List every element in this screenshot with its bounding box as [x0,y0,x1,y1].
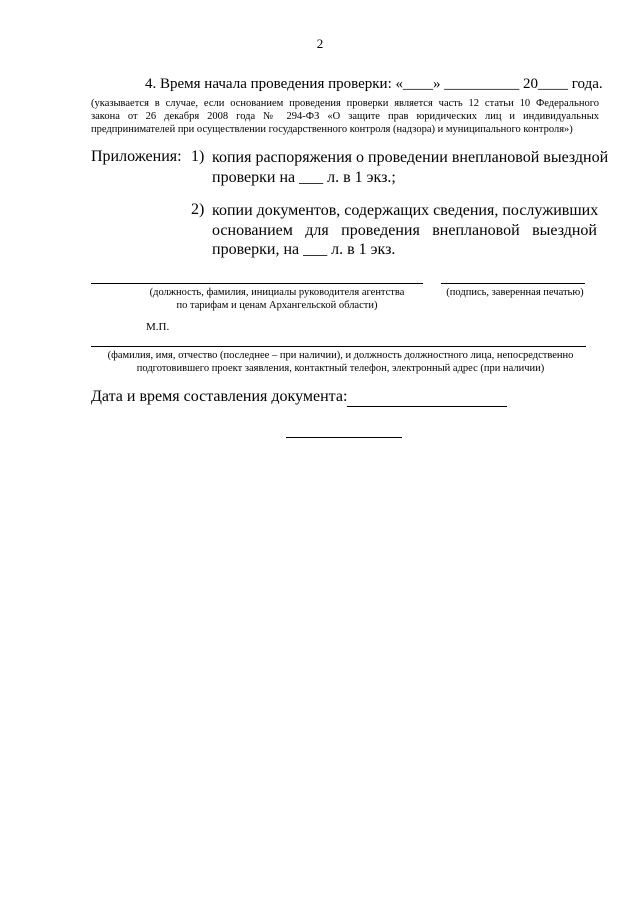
date-blank-line [347,388,507,407]
inspection-start-time: 4. Время начала проведения проверки: «____» __________ 20____ года. [145,76,603,92]
caption-line: (должность, фамилия, инициалы руководителя агентства [149,287,405,298]
signature-line [441,283,585,284]
preparer-line [91,346,586,347]
caption-line: (фамилия, имя, отчество (последнее – при наличии), и должность должностного лица, непосредственно [107,350,574,361]
appendix-2-number: 2) [191,201,205,218]
appendix-2-text [212,201,597,260]
note-line: предпринимателей при осуществлении государственного контроля (надзора) и муниципального контроля») [91,124,573,135]
appendix-line: проверки, на ___ л. в 1 экз. [212,241,396,258]
caption-line: по тарифам и ценам Архангельской области) [176,300,378,311]
official-signature-line [91,283,423,284]
appendix-1-text [212,148,609,187]
appendices-label: Приложения: [91,148,182,165]
note-line: (указывается в случае, если основанием проведения проверки является часть 12 статьи 10 Федерального [91,98,599,109]
appendix-line: проверки на ___ л. в 1 экз.; [212,168,396,186]
signature-caption: (подпись, заверенная печатью) [446,287,584,298]
preparer-caption [91,349,590,375]
appendix-line: копии документов, содержащих сведения, послуживших [212,202,599,219]
stamp-placeholder: М.П. [146,321,170,333]
appendix-line: основанием для проведения внеплановой выездной [212,221,597,239]
note-line: закона от 26 декабря 2008 года № 294-ФЗ «О защите прав юридических лиц и индивидуальных [91,111,599,122]
date-label: Дата и время составления документа: [91,388,348,405]
caption-line: подготовившего проект заявления, контактный телефон, электронный адрес (при наличии) [136,363,545,374]
date-row [91,388,507,407]
page-number: 2 [316,36,324,51]
appendix-line: копия распоряжения о проведении внеплановой выездной [212,149,609,166]
appendix-1-number: 1) [191,148,205,165]
official-caption [91,286,463,312]
closing-rule [286,437,402,438]
inspection-start-note [91,97,599,136]
